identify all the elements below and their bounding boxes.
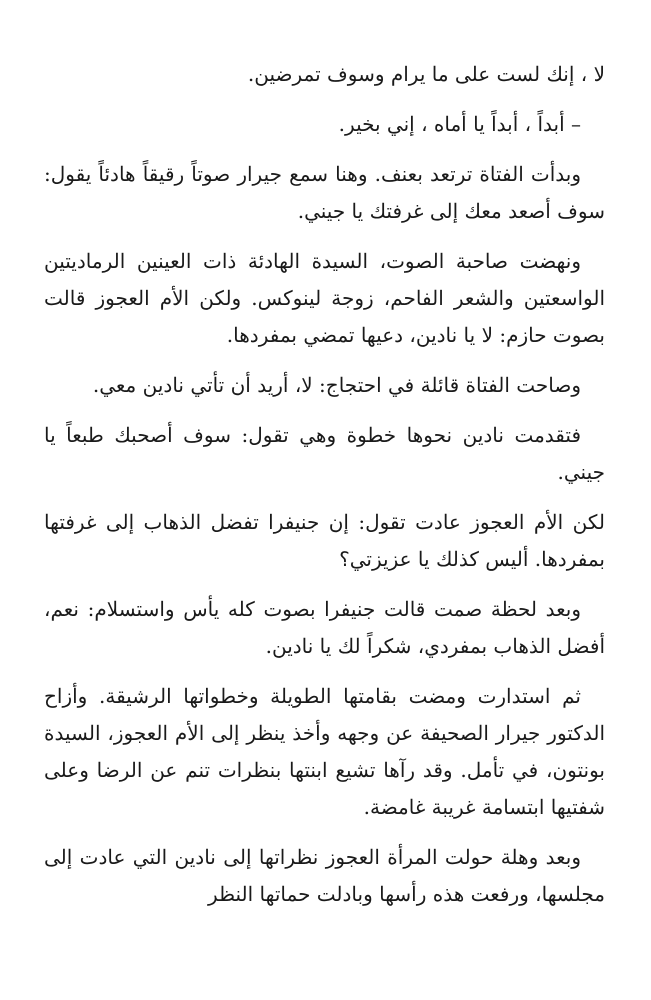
paragraph-7: لكن الأم العجوز عادت تقول: إن جنيفرا تفضل الذهاب إلى غرفتها بمفردها. أليس كذلك يا عزيزتي؟ (44, 510, 605, 571)
paragraph-5: وصاحت الفتاة قائلة في احتجاج: لا، أريد أن تأتي نادين معي. (92, 373, 581, 397)
paragraph-3: وبدأت الفتاة ترتعد بعنف. وهنا سمع جيرار صوتاً رقيقاً هادئاً يقول: سوف أصعد معك إلى غرفتك يا جيني. (44, 162, 605, 223)
paragraph-9: ثم استدارت ومضت بقامتها الطويلة وخطواتها الرشيقة. وأزاح الدكتور جيرار الصحيفة عن وجهه وأخذ ينظر إلى الأم العجوز، السيدة بونتون، في تأمل. وقد رآها تشيع ابنتها بنظرات تنم عن الرضا وعلى شفتيها ابتسامة غريبة غامضة. (44, 684, 605, 819)
paragraph-10: وبعد وهلة حولت المرأة العجوز نظراتها إلى نادين التي عادت إلى مجلسها، ورفعت هذه رأسها وبادلت حماتها النظر (44, 845, 605, 906)
paragraph-1: لا ، إنك لست على ما يرام وسوف تمرضين. (247, 62, 605, 86)
book-page (0, 56, 651, 1000)
paragraph-6: فتقدمت نادين نحوها خطوة وهي تقول: سوف أصحبك طبعاً يا جيني. (44, 423, 605, 484)
paragraph-4: ونهضت صاحبة الصوت، السيدة الهادئة ذات العينين الرماديتين الواسعتين والشعر الفاحم، زوجة لينوكس. ولكن الأم العجوز قالت بصوت حازم: لا يا نادين، دعيها تمضي بمفردها. (44, 249, 605, 347)
paragraph-2: – أبداً ، أبداً يا أماه ، إني بخير. (338, 112, 581, 136)
paragraph-8: وبعد لحظة صمت قالت جنيفرا بصوت كله يأس واستسلام: نعم، أفضل الذهاب بمفردي، شكراً لك يا نادين. (44, 597, 605, 658)
